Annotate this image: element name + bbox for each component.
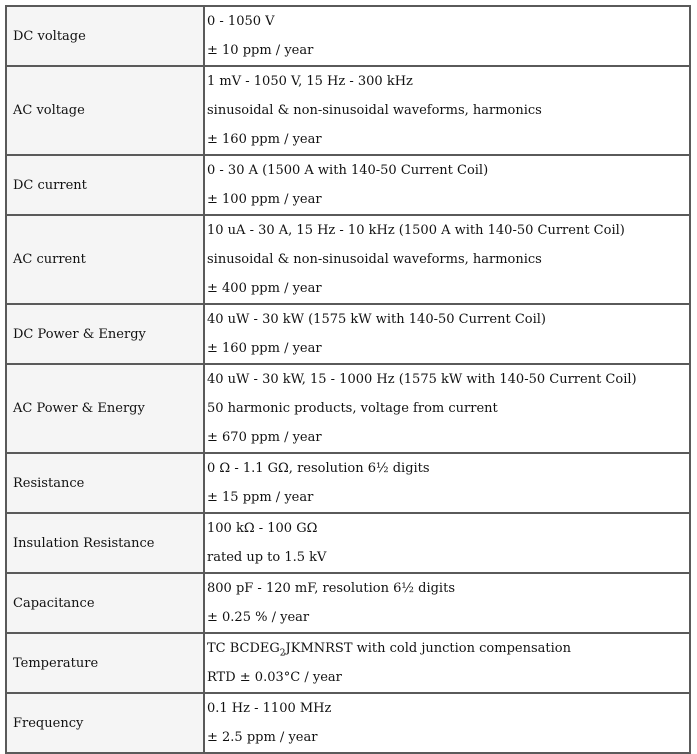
thermocouple-types-suffix: JKMNRST with cold junction compensation — [285, 641, 571, 656]
value-line: 800 pF - 120 mF, resolution 6½ digits — [207, 581, 455, 596]
value-line: ± 670 ppm / year — [207, 430, 322, 445]
parameter-value — [204, 573, 690, 633]
value-line: 0.1 Hz - 1100 MHz — [207, 701, 332, 716]
table-row — [6, 633, 690, 693]
parameter-label: Insulation Resistance — [6, 513, 204, 573]
value-line: rated up to 1.5 kV — [207, 550, 327, 565]
parameter-label: DC Power & Energy — [6, 304, 204, 364]
value-line: ± 2.5 ppm / year — [207, 730, 318, 745]
table-row — [6, 364, 690, 453]
parameter-value — [204, 66, 690, 155]
value-line: 0 - 30 A (1500 A with 140-50 Current Coil) — [207, 163, 489, 178]
parameter-label: AC current — [6, 215, 204, 304]
value-line: 40 uW - 30 kW, 15 - 1000 Hz (1575 kW with 140-50 Current Coil) — [207, 372, 637, 387]
table-row — [6, 453, 690, 513]
table-row — [6, 573, 690, 633]
value-line: 0 Ω - 1.1 GΩ, resolution 6½ digits — [207, 461, 430, 476]
table-row — [6, 304, 690, 364]
parameter-value — [204, 155, 690, 215]
parameter-value — [204, 513, 690, 573]
parameter-value — [204, 304, 690, 364]
parameter-value — [204, 6, 690, 66]
table-row — [6, 215, 690, 304]
value-line: ± 400 ppm / year — [207, 281, 322, 296]
value-line: 100 kΩ - 100 GΩ — [207, 521, 318, 536]
value-line: ± 160 ppm / year — [207, 132, 322, 147]
parameter-label: DC current — [6, 155, 204, 215]
parameter-value — [204, 693, 690, 753]
parameter-label: AC Power & Energy — [6, 364, 204, 453]
parameter-label: DC voltage — [6, 6, 204, 66]
value-line: 50 harmonic products, voltage from current — [207, 401, 498, 416]
value-line: ± 0.25 % / year — [207, 610, 310, 625]
table-row — [6, 155, 690, 215]
value-line: sinusoidal & non-sinusoidal waveforms, harmonics — [207, 252, 542, 267]
parameter-value — [204, 215, 690, 304]
value-line: RTD ± 0.03°C / year — [207, 670, 342, 685]
value-line: sinusoidal & non-sinusoidal waveforms, harmonics — [207, 103, 542, 118]
parameter-value — [204, 453, 690, 513]
value-line: 10 uA - 30 A, 15 Hz - 10 kHz (1500 A with 140-50 Current Coil) — [207, 223, 625, 238]
value-line: ± 160 ppm / year — [207, 341, 322, 356]
table-row — [6, 66, 690, 155]
table-row — [6, 693, 690, 753]
specifications-table — [5, 5, 691, 754]
parameter-label: Capacitance — [6, 573, 204, 633]
value-line: 40 uW - 30 kW (1575 kW with 140-50 Current Coil) — [207, 312, 546, 327]
thermocouple-types-prefix: TC BCDEG — [207, 641, 280, 656]
value-line: 1 mV - 1050 V, 15 Hz - 300 kHz — [207, 74, 413, 89]
value-line: ± 10 ppm / year — [207, 43, 314, 58]
parameter-label: Temperature — [6, 633, 204, 693]
parameter-value — [204, 364, 690, 453]
parameter-label: Frequency — [6, 693, 204, 753]
parameter-value — [204, 633, 690, 693]
parameter-label: AC voltage — [6, 66, 204, 155]
value-line: ± 15 ppm / year — [207, 490, 314, 505]
table-row — [6, 6, 690, 66]
table-row — [6, 513, 690, 573]
value-line: 0 - 1050 V — [207, 14, 275, 29]
value-line — [207, 634, 689, 663]
value-line: ± 100 ppm / year — [207, 192, 322, 207]
parameter-label: Resistance — [6, 453, 204, 513]
thermocouple-subscript: 2 — [279, 648, 286, 659]
